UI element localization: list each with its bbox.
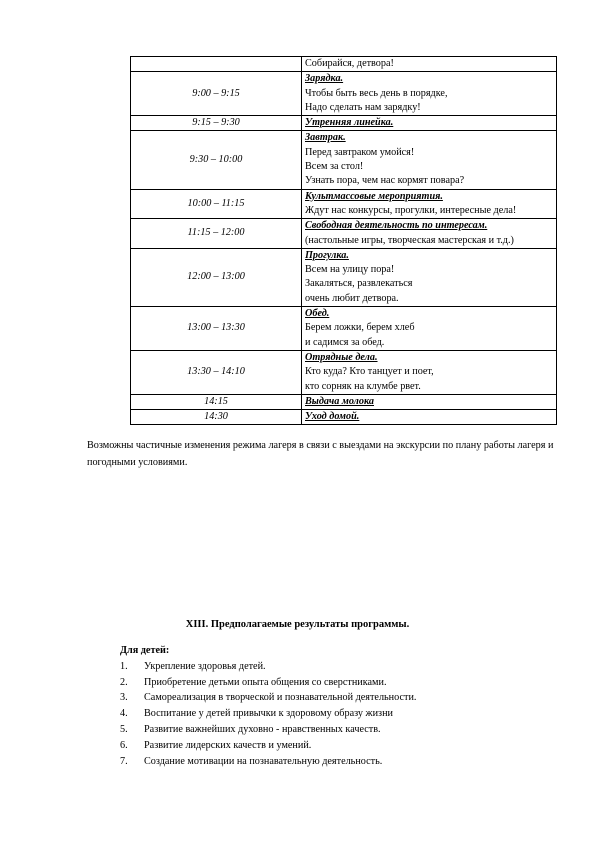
schedule-time: 13:00 – 13:30: [131, 307, 302, 351]
schedule-activity: [302, 219, 557, 249]
activity-line: Надо сделать нам зарядку!: [305, 101, 421, 113]
activity-title: Отрядные дела.: [305, 351, 378, 363]
schedule-time: 14:30: [131, 410, 302, 425]
results-subhead: Для детей:: [120, 645, 170, 656]
schedule-table: [130, 56, 557, 425]
list-item: [120, 722, 560, 738]
schedule-row: [131, 189, 557, 219]
schedule-time: [131, 57, 302, 72]
list-item-number: 2.: [120, 676, 128, 688]
activity-line: и садимся за обед.: [305, 336, 385, 348]
schedule-time: 9:00 – 9:15: [131, 72, 302, 116]
activity-line: Собирайся, детвора!: [305, 58, 394, 69]
activity-line: Узнать пора, чем нас кормят повара?: [305, 175, 465, 187]
activity-title: Обед.: [305, 308, 330, 320]
activity-title: Свободная деятельность по интересам.: [305, 220, 488, 232]
activity-line: очень любит детвора.: [305, 292, 399, 304]
activity-line: Всем за стол!: [305, 161, 364, 173]
list-item-number: 4.: [120, 708, 128, 720]
schedule-row: [131, 394, 557, 409]
list-item-number: 7.: [120, 755, 128, 767]
schedule-activity: [302, 307, 557, 351]
list-item-text: Развитие важнейших духовно - нравственных качеств.: [144, 723, 381, 735]
list-item: [120, 738, 560, 754]
activity-title: Зарядка.: [305, 73, 344, 85]
schedule-row: [131, 307, 557, 351]
list-item-text: Развитие лидерских качеств и умений.: [144, 739, 312, 751]
list-item-text: Самореализация в творческой и познавательной деятельности.: [144, 692, 417, 704]
schedule-row: [131, 219, 557, 249]
schedule-time: 10:00 – 11:15: [131, 189, 302, 219]
list-item: [120, 706, 560, 722]
activity-title: Прогулка.: [305, 249, 349, 261]
activity-title: Культмассовые мероприятия.: [305, 190, 443, 202]
activity-line: Закаляться, развлекаться: [305, 278, 413, 290]
list-item-text: Приобретение детьми опыта общения со сверстниками.: [144, 676, 387, 688]
schedule-activity: [302, 410, 557, 425]
schedule-activity: [302, 116, 557, 131]
activity-line: Чтобы быть весь день в порядке,: [305, 87, 448, 99]
activity-title: Завтрак.: [305, 132, 346, 144]
activity-line: Ждут нас конкурсы, прогулки, интересные дела!: [305, 204, 517, 216]
schedule-row: [131, 72, 557, 116]
schedule-row: [131, 57, 557, 72]
activity-line: Берем ложки, берем хлеб: [305, 322, 415, 334]
schedule-row: [131, 131, 557, 189]
list-item-text: Укрепление здоровья детей.: [144, 660, 266, 672]
schedule-note: Возможны частичные изменения режима лагеря в связи с выездами на экскурсии по плану работы лагеря и погодными условиями.: [87, 440, 554, 468]
schedule-activity: [302, 394, 557, 409]
schedule-row: [131, 350, 557, 394]
schedule-time: 13:30 – 14:10: [131, 350, 302, 394]
section-title: XIII. Предполагаемые результаты программы.: [185, 619, 410, 630]
activity-title: Утренняя линейка.: [305, 117, 394, 129]
schedule-activity: [302, 57, 557, 72]
list-item-text: Воспитание у детей привычки к здоровому образу жизни: [144, 708, 393, 720]
schedule-activity: [302, 72, 557, 116]
list-item-text: Создание мотивации на познавательную деятельность.: [144, 755, 383, 767]
schedule-row: [131, 410, 557, 425]
schedule-row: [131, 116, 557, 131]
list-item: [120, 659, 560, 675]
list-item: [120, 690, 560, 706]
schedule-time: 12:00 – 13:00: [131, 248, 302, 306]
schedule-activity: [302, 189, 557, 219]
schedule-time: 14:15: [131, 394, 302, 409]
schedule-time: 9:15 – 9:30: [131, 116, 302, 131]
activity-line: (настольные игры, творческая мастерская и т.д.): [305, 234, 514, 246]
activity-title: Уход домой.: [305, 411, 360, 423]
list-item: [120, 754, 560, 770]
activity-line: кто сорняк на клумбе рвет.: [305, 380, 421, 392]
results-list: [120, 659, 560, 770]
schedule-activity: [302, 248, 557, 306]
activity-line: Кто куда? Кто танцует и поет,: [305, 366, 434, 378]
list-item-number: 6.: [120, 739, 128, 751]
activity-title: Выдача молока: [305, 395, 375, 407]
list-item-number: 5.: [120, 723, 128, 735]
list-item-number: 3.: [120, 692, 128, 704]
list-item-number: 1.: [120, 660, 128, 672]
schedule-activity: [302, 350, 557, 394]
schedule-time: 9:30 – 10:00: [131, 131, 302, 189]
list-item: [120, 675, 560, 691]
schedule-activity: [302, 131, 557, 189]
activity-line: Всем на улицу пора!: [305, 264, 395, 276]
results-section: [120, 643, 560, 769]
schedule-row: [131, 248, 557, 306]
schedule-time: 11:15 – 12:00: [131, 219, 302, 249]
activity-line: Перед завтраком умойся!: [305, 146, 415, 158]
